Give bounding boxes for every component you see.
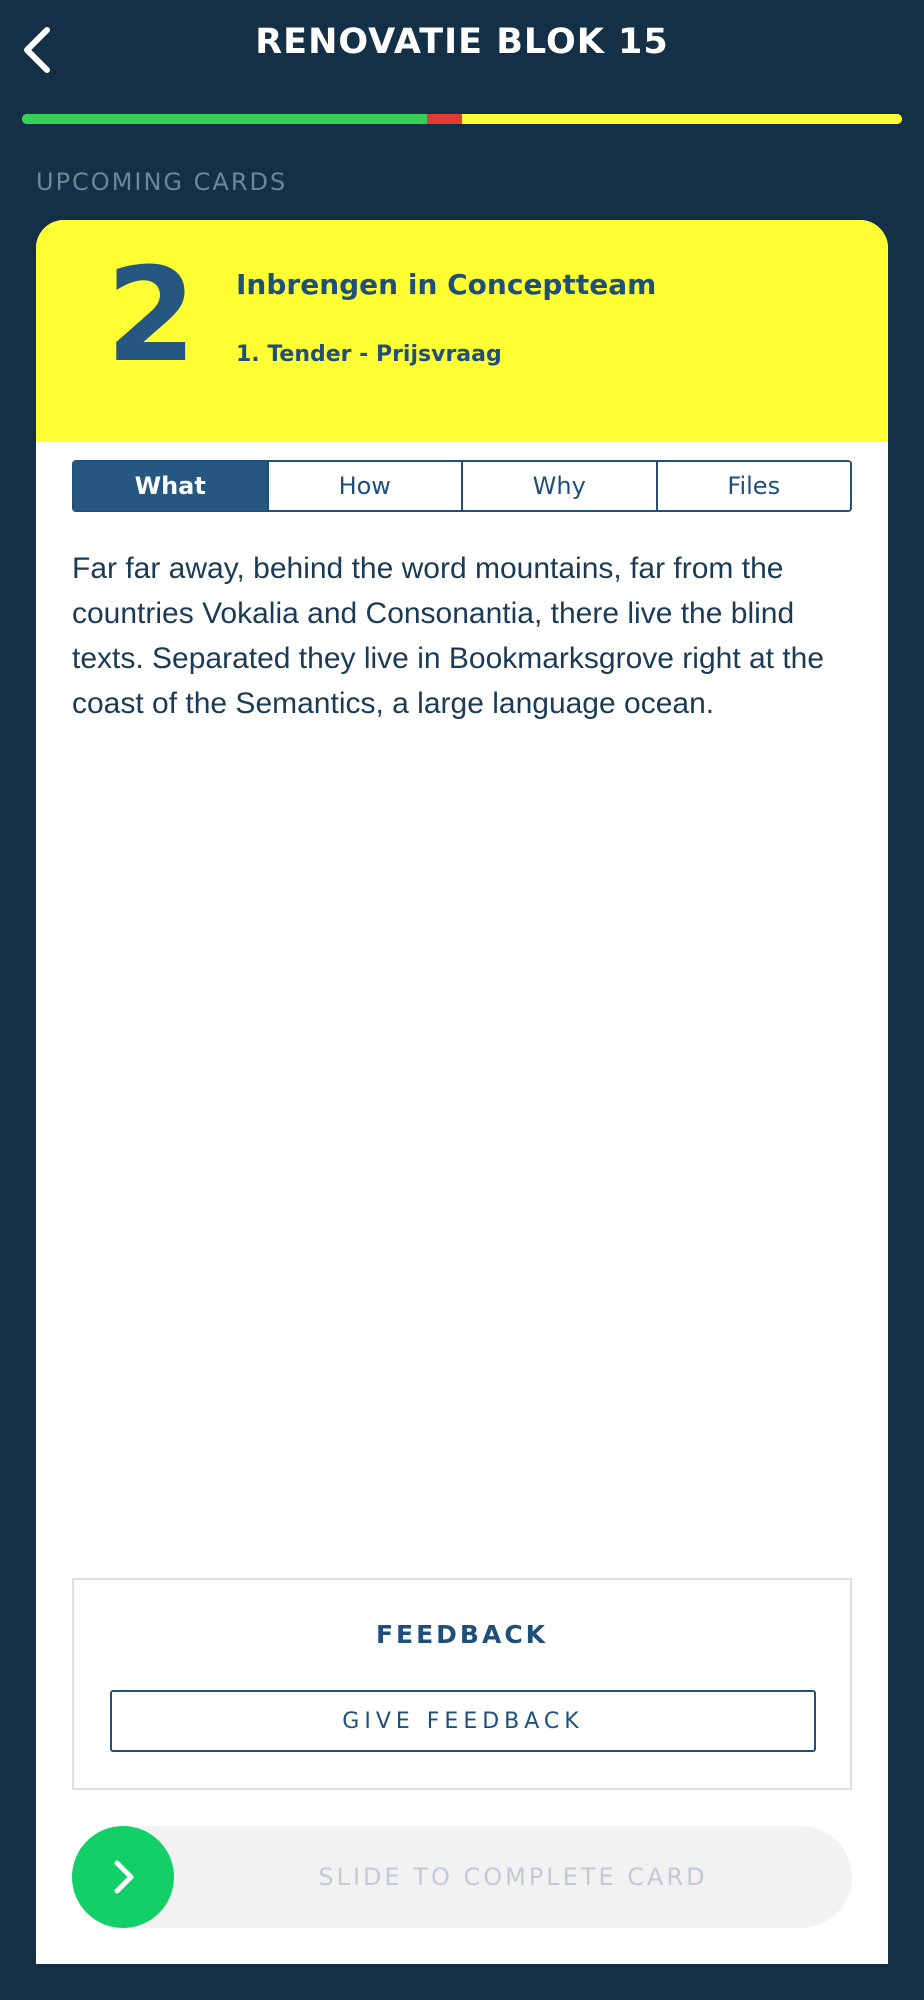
tab-files[interactable]: Files: [658, 462, 851, 510]
feedback-panel: [72, 1578, 852, 1790]
chevron-right-icon: [108, 1857, 138, 1897]
section-label: UPCOMING CARDS: [36, 168, 288, 196]
page-title: RENOVATIE BLOK 15: [255, 22, 669, 62]
progress-segment: [462, 114, 902, 124]
task-card: [36, 220, 888, 1964]
card-header: [36, 220, 888, 442]
card-number: 2: [106, 239, 197, 391]
tab-what[interactable]: What: [74, 462, 269, 510]
tab-why[interactable]: Why: [463, 462, 658, 510]
progress-segment: [427, 114, 462, 124]
tab-how[interactable]: How: [269, 462, 464, 510]
progress-segment: [22, 114, 427, 124]
card-title: Inbrengen in Conceptteam: [236, 268, 657, 301]
slider-label: SLIDE TO COMPLETE CARD: [318, 1863, 708, 1891]
feedback-title: FEEDBACK: [375, 1620, 549, 1649]
give-feedback-button[interactable]: GIVE FEEDBACK: [110, 1690, 816, 1752]
card-subtitle: 1. Tender - Prijsvraag: [236, 342, 502, 367]
progress-bar: [22, 114, 902, 124]
card-body-text: Far far away, behind the word mountains, far from the countries Vokalia and Consonantia, there live the blind texts. Separated they live in Bookmarksgrove right at the coast of the Semantics, a large language ocean.: [72, 552, 825, 720]
card-tabs: [72, 460, 852, 512]
complete-card-slider[interactable]: [72, 1826, 852, 1928]
slider-knob[interactable]: [72, 1826, 174, 1928]
